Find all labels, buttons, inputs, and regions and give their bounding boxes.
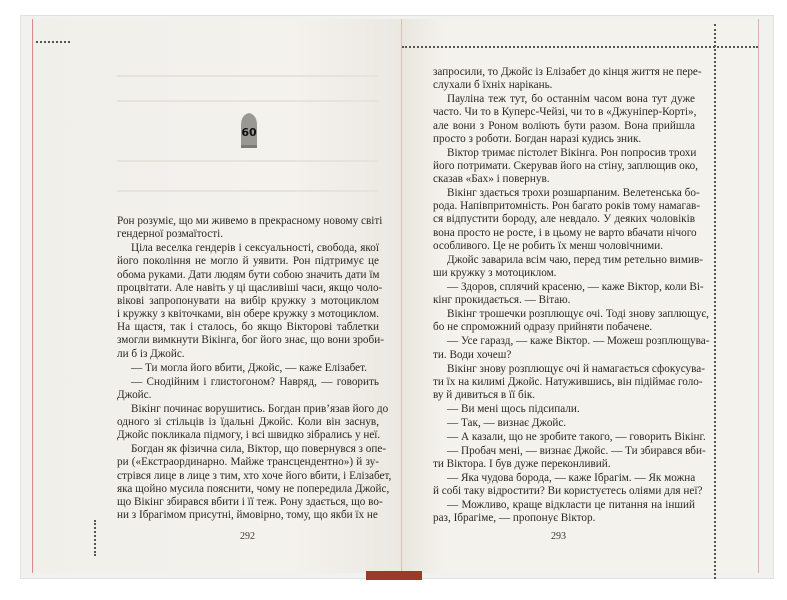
text-line: ти. Води хочеш?: [433, 348, 512, 361]
text-line: вікові запропонувати на вибір кружку з мотоциклом: [117, 294, 379, 307]
text-line: ли б із Джойс.: [117, 347, 185, 360]
text-line: На щастя, так і сталось, бо якщо Вікторові таблетки: [117, 321, 379, 334]
text-line: ти Віктора. І був дуже переконливий.: [433, 458, 611, 470]
text-line: бо не спроможний одразу прийняти побачене.: [433, 321, 653, 334]
text-line: сказав «Бах» і повернув.: [433, 173, 550, 186]
text-line: Віктор тримає пістолет Вікінга. Рон попросив трохи: [447, 146, 697, 159]
text-line: — Здоров, сплячий красеню, — каже Віктор, коли Ві-: [447, 280, 704, 293]
paragraph: [117, 402, 389, 443]
paragraph: [117, 215, 383, 241]
text-line: слухали б їхніх нарікань.: [433, 79, 553, 92]
text-line: — Можливо, краще відкласти це питання на інший: [447, 499, 695, 512]
text-line: Вікінг починає ворушитись. Богдан прив’язав його до: [131, 402, 389, 415]
bleed-through-text: [117, 100, 379, 102]
paragraph: [433, 471, 703, 498]
text-line: Богдан як фізична сила, Віктор, що повернувся з опе-: [131, 443, 387, 456]
paragraph: [433, 335, 710, 361]
paragraph: [433, 308, 709, 334]
text-line: і кружку з квіточками, він обере кружку з мотоциклом.: [117, 308, 379, 321]
text-line: кінг прокидається. — Вітаю.: [433, 294, 571, 307]
left-page-text: [117, 215, 392, 523]
paragraph: [433, 187, 701, 253]
text-line: процвітати. Але навіть у ці щасливіші часи, якщо чоло-: [117, 281, 383, 294]
text-line: — Ти могла його вбити, Джойс, — каже Елізабет.: [131, 361, 367, 374]
bleed-through-text: [117, 75, 379, 77]
paragraph: [433, 66, 702, 92]
chapter-bullet-icon: [239, 113, 259, 149]
text-line: ри («Екстраординарно. Майже трансцендентно») й зу-: [117, 456, 379, 469]
text-line: гендерної розмаїтості.: [117, 228, 224, 241]
text-line: Вікінг знову розплющує очі й намагається сфокусува-: [447, 362, 705, 375]
text-line: — Пробач мені, — визнає Джойс. — Ти збирався вби-: [447, 444, 706, 457]
book-gutter: [401, 19, 402, 573]
text-line: Ціла веселка гендерів і сексуальності, свобода, якої: [131, 242, 379, 255]
text-line: — Ви мені щось підсипали.: [447, 402, 580, 415]
paragraph: [433, 403, 695, 416]
text-line: стрівся лице в лице з тим, хто хоче його вбити, і Елізабет,: [117, 469, 392, 482]
text-line: ти їх на килимі Джойс. Натужившись, він підіймає голо-: [433, 375, 703, 388]
bleed-through-text: [117, 190, 379, 192]
text-line: просто з роботи. Богдан наразі кудись зник.: [433, 132, 642, 145]
text-line: яка щойно мусила пояснити, чому не попередила Джойс,: [117, 482, 390, 495]
text-line: особливого. Це не робить їх менш чоловічними.: [433, 239, 664, 252]
decorative-dotted-line: [714, 24, 716, 579]
paragraph: [117, 242, 384, 361]
text-line: часто. Чи то в Куперс-Чейзі, чи то в «Джуніпер-Корті»,: [433, 106, 697, 119]
bleed-through-text: [117, 160, 379, 162]
text-line: його потримати. Скерував його на стіну, заплющив око,: [433, 159, 699, 172]
paragraph: [117, 443, 392, 522]
text-line: ву й дивиться в її бік.: [433, 388, 536, 401]
text-line: Вікінг трошечки розплющує очі. Тоді знову заплющує,: [447, 308, 709, 321]
paragraph: [433, 417, 695, 430]
text-line: раз, Ібрагіме, — пропонує Віктор.: [433, 512, 596, 525]
text-line: — Так, — визнає Джойс.: [447, 416, 567, 429]
paragraph: [433, 362, 705, 403]
paragraph: [433, 253, 703, 280]
text-line: вона просто не росте, і в цьому не варто вбачати нічого: [433, 226, 697, 239]
paragraph: [433, 430, 706, 444]
text-line: Джойс покликала підмогу, і всі швидко зібрались у неї.: [117, 429, 381, 442]
text-line: змогли вимкнути Вікінга, бог його знає, що вони зроби-: [117, 334, 384, 347]
text-line: Пауліна теж тут, бо останнім часом вона тут дуже: [447, 93, 695, 106]
page-number-right: 293: [551, 531, 566, 542]
text-line: — А казали, що не зробите такого, — говорить Вікінг.: [447, 430, 706, 443]
text-line: обома руками. Дати людям бути собою значить дати їм: [117, 268, 380, 281]
text-line: одного зі стільців із їдальні Джойс. Коли він заснув,: [117, 416, 379, 428]
text-line: ни з Ібрагімом присутні, ймовірно, тому, що якби їх не: [117, 509, 378, 522]
paragraph: [117, 376, 379, 402]
text-line: ся відпустити бороду, але невдало. У деяких чоловіків: [433, 213, 695, 226]
text-line: але вони з Роном воліють бути разом. Вона прийшла: [433, 119, 695, 132]
paragraph: [433, 280, 704, 307]
decorative-dotted-line: [402, 46, 758, 48]
text-line: що Вікінг збирався вбити і її теж. Рону здається, що во-: [117, 495, 383, 508]
text-line: рода. Напівпритомність. Рон багато років тому намагав-: [433, 200, 701, 213]
text-line: Вікінг здається трохи розшарпаним. Велетенська бо-: [447, 187, 700, 200]
text-line: — Яка чудова борода, — каже Ібрагім. — Як можна: [447, 471, 696, 484]
paragraph: [433, 93, 695, 146]
book-spine: [366, 571, 422, 580]
text-line: запросили, то Джойс із Елізабет до кінця життя не пере-: [433, 66, 702, 78]
text-line: — Усе гаразд, — каже Віктор. — Можеш розплющува-: [447, 335, 710, 348]
paragraph: [433, 499, 695, 525]
text-line: Рон розуміє, що ми живемо в прекрасному новому світі: [117, 215, 383, 227]
text-line: — Снодійним і глистогоном? Навряд, — говорить: [131, 375, 379, 388]
paragraph: [433, 444, 706, 471]
decorative-dotted-line: [36, 41, 70, 43]
text-line: його покоління не могло й уявити. Рон підтримує це: [117, 255, 379, 268]
paragraph: [433, 146, 699, 187]
paragraph: [117, 362, 379, 375]
text-line: ши кружку з мотоциклом.: [433, 267, 557, 279]
text-line: Джойс заварила всім чаю, перед тим ретельно вимив-: [447, 253, 703, 266]
chapter-number: 60: [241, 126, 257, 139]
text-line: Джойс.: [117, 388, 152, 401]
page-number-left: 292: [240, 531, 255, 542]
decorative-dotted-line: [94, 520, 96, 556]
right-page-text: [433, 66, 710, 526]
text-line: й собі таку відростити? Ви користуєтесь оліями для неї?: [433, 485, 703, 498]
